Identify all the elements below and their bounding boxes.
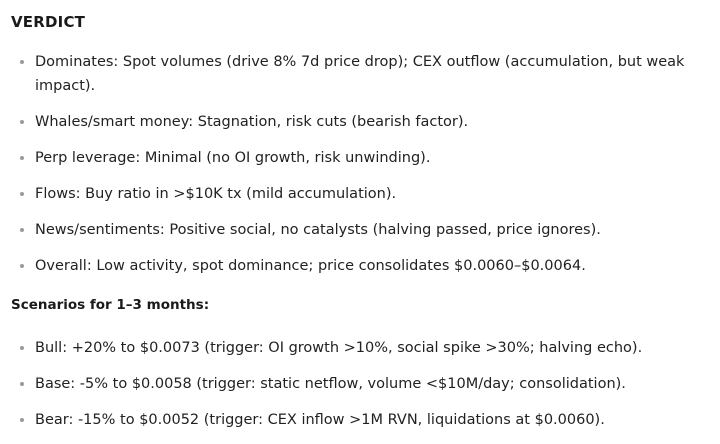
list-item-text: Whales/smart money: Stagnation, risk cuts (bearish factor). — [35, 114, 469, 130]
list-item — [0, 110, 720, 134]
list-item — [0, 408, 720, 432]
list-item-text: Overall: Low activity, spot dominance; price consolidates $0.0060–$0.0064. — [35, 258, 586, 274]
list-item-text: News/sentiments: Positive social, no catalysts (halving passed, price ignores). — [35, 222, 601, 238]
bullet-dot-icon — [20, 264, 24, 268]
bullet-dot-icon — [20, 60, 24, 64]
scenarios-list — [0, 336, 720, 444]
bullet-dot-icon — [20, 228, 24, 232]
bullet-dot-icon — [20, 192, 24, 196]
bullet-dot-icon — [20, 382, 24, 386]
list-item — [0, 336, 720, 360]
list-item-text: Base: -5% to $0.0058 (trigger: static netflow, volume <$10M/day; consolidation). — [35, 376, 626, 392]
list-item — [0, 182, 720, 206]
list-item-text: Bear: -15% to $0.0052 (trigger: CEX inflow >1M RVN, liquidations at $0.0060). — [35, 412, 605, 428]
list-item-text: Bull: +20% to $0.0073 (trigger: OI growth >10%, social spike >30%; halving echo). — [35, 340, 643, 356]
bullet-dot-icon — [20, 346, 24, 350]
bullet-dot-icon — [20, 156, 24, 160]
list-item — [0, 372, 720, 396]
list-item — [0, 218, 720, 242]
bullet-dot-icon — [20, 120, 24, 124]
verdict-heading: VERDICT — [11, 13, 86, 31]
list-item — [0, 146, 720, 170]
list-item — [0, 254, 720, 278]
scenarios-heading: Scenarios for 1–3 months: — [11, 297, 210, 313]
list-item-text: Dominates: Spot volumes (drive 8% 7d price drop); CEX outflow (accumulation, but weak impact). — [35, 54, 685, 94]
list-item — [0, 50, 720, 98]
bullet-dot-icon — [20, 418, 24, 422]
list-item-text: Perp leverage: Minimal (no OI growth, risk unwinding). — [35, 150, 431, 166]
verdict-list — [0, 50, 720, 290]
list-item-text: Flows: Buy ratio in >$10K tx (mild accumulation). — [35, 186, 397, 202]
